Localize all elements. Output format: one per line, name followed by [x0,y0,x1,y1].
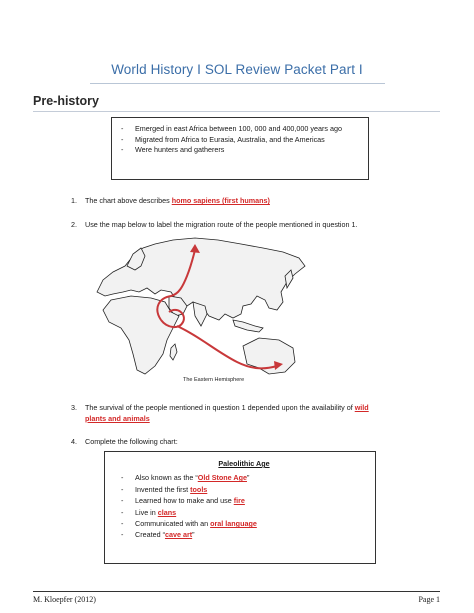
item-prefix: Learned how to make and use [135,496,234,506]
item-prefix: Also known as the “ [135,473,198,483]
bullet-dash: - [121,473,124,483]
answer-text: tools [190,484,208,494]
question-number: 2. [71,220,77,229]
bullet-dash: - [121,530,124,540]
answer-text: Old Stone Age [197,473,247,483]
bullet-dash: - [121,134,124,144]
section-divider [33,111,440,112]
chart-item [121,484,367,495]
chart-item-text [135,518,257,529]
question-text: Complete the following chart: [85,437,178,446]
item-prefix: Live in [135,507,158,517]
chart-item [121,507,367,518]
question-prompt: The chart above describes [85,196,172,205]
bullet-dash: - [121,496,124,506]
question-text: Use the map below to label the migration route of the people mentioned in question 1. [85,220,358,229]
question-text [85,196,270,207]
item-suffix: ” [246,473,250,483]
map-caption: The Eastern Hemisphere [183,377,245,383]
footer-page-number: Page 1 [418,595,440,604]
item-prefix: Created “ [135,530,165,540]
chart-item [121,518,367,529]
paleolithic-chart [104,451,376,564]
footer-author: M. Kloepfer (2012) [33,595,96,604]
chart-item [121,495,367,506]
summary-item-text: Migrated from Africa to Eurasia, Australia, and the Americas [135,134,325,144]
title-divider [90,83,385,84]
footer-divider [33,591,440,592]
chart-item [121,472,367,483]
question-number: 4. [71,437,77,446]
chart-item-text [135,529,195,540]
summary-item [121,135,362,146]
answer-text: clans [157,507,177,517]
answer-text: homo sapiens (first humans) [171,196,270,205]
answer-text: oral language [210,519,257,529]
summary-item-text: Emerged in east Africa between 100, 000 and 400,000 years ago [135,124,342,133]
bullet-dash: - [121,519,124,529]
summary-box [111,117,369,180]
question-number: 1. [71,196,77,205]
summary-item [121,145,362,156]
summary-item-text: Were hunters and gatherers [135,145,225,155]
eastern-hemisphere-map [83,236,308,386]
bullet-dash: - [121,484,124,494]
answer-text: cave art [164,530,193,540]
page-title: World History I SOL Review Packet Part I [111,62,363,77]
chart-item-text [135,472,249,483]
item-prefix: Invented the first [135,484,191,494]
chart-item-text [135,484,207,495]
answer-text-cont: plants and animals [85,413,150,423]
bullet-dash: - [121,145,124,155]
answer-text: wild [354,403,369,412]
chart-item [121,529,367,540]
question-text [85,403,441,424]
question-prompt: The survival of the people mentioned in question 1 depended upon the availability of [85,403,355,412]
section-heading: Pre-history [33,94,99,108]
chart-item-text [135,495,245,506]
bullet-dash: - [121,507,124,517]
bullet-dash: - [121,124,124,133]
summary-item [121,124,362,135]
chart-item-text [135,507,176,518]
answer-text: fire [233,496,245,506]
question-number: 3. [71,403,77,412]
item-suffix: ” [192,530,195,540]
chart-title: Paleolithic Age [218,459,270,468]
item-prefix: Communicated with an [135,519,211,529]
